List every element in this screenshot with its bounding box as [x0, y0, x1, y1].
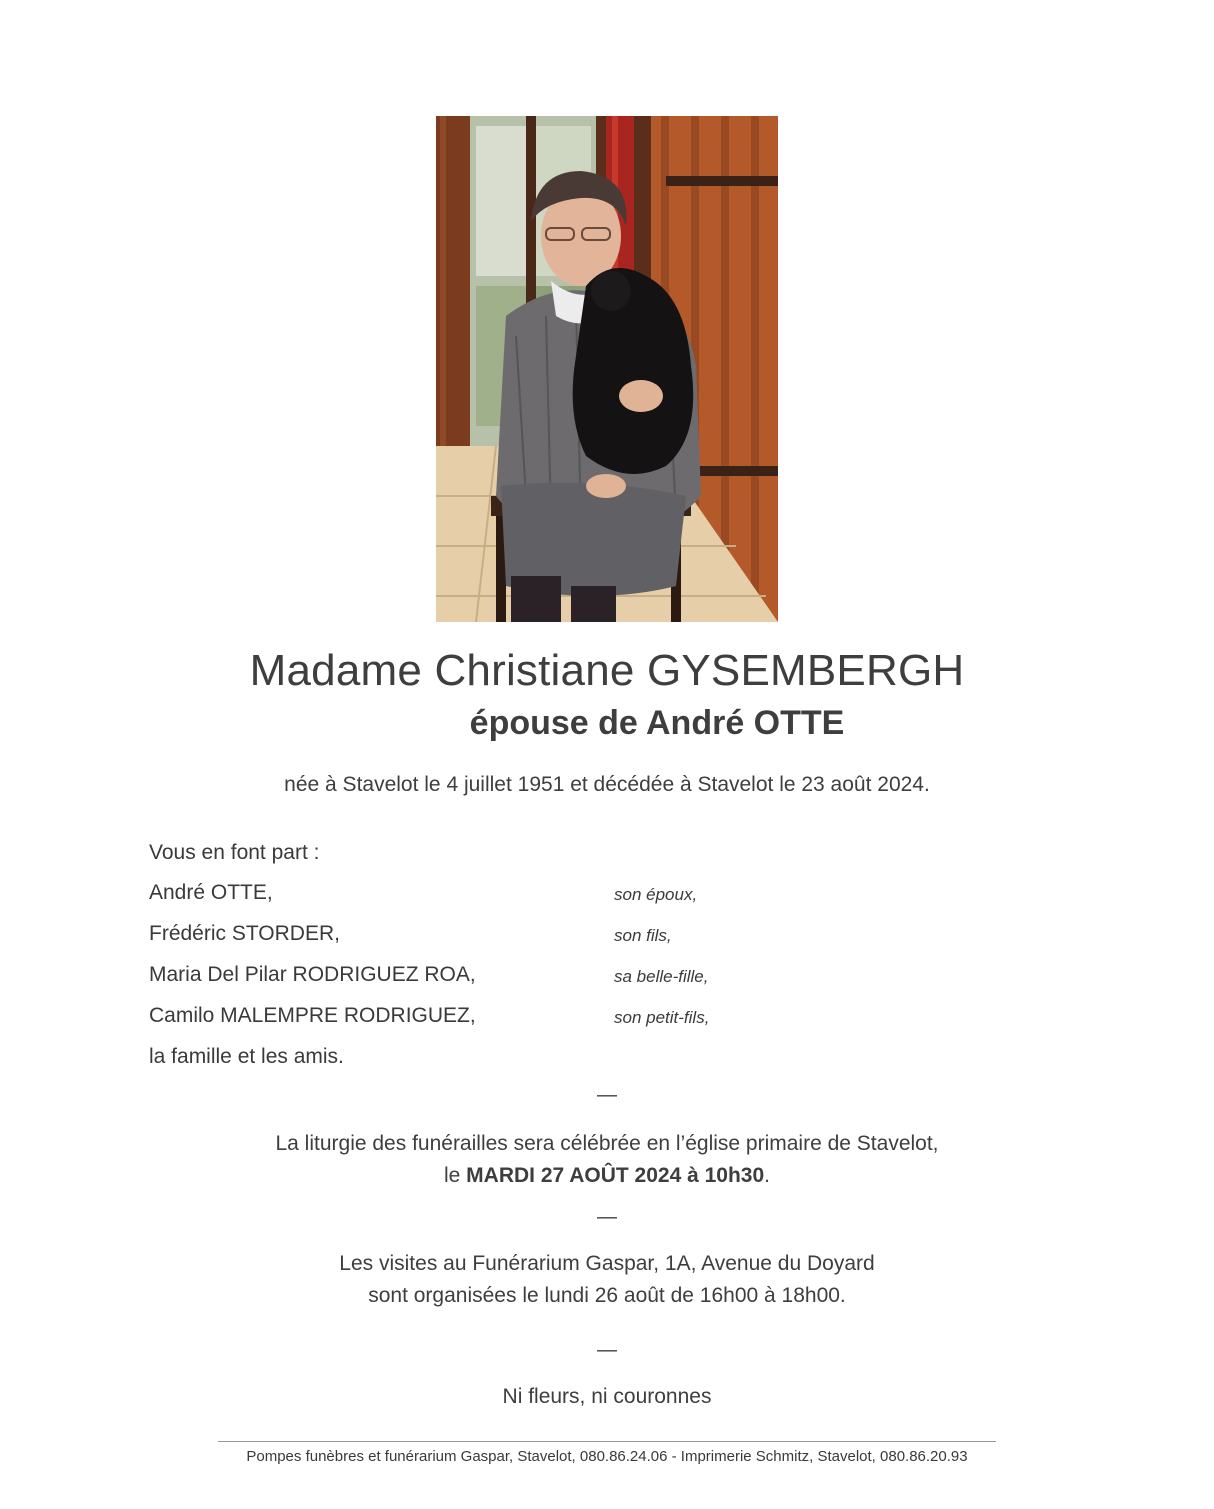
footer-credits: Pompes funèbres et funérarium Gaspar, Stavelot, 080.86.24.06 - Imprimerie Schmitz, Stavelot, 080.86.20.93: [246, 1448, 968, 1465]
portrait-photo: [436, 116, 778, 622]
portrait-illustration: [436, 116, 778, 622]
funeral-date: MARDI 27 AOÛT 2024 à 10h30: [466, 1164, 765, 1187]
funeral-details: [0, 1128, 1214, 1192]
relative-role: sa belle-fille,: [614, 967, 709, 986]
footer-divider: [218, 1441, 996, 1442]
relative-name: Maria Del Pilar RODRIGUEZ ROA,: [149, 963, 476, 986]
funeral-line: La liturgie des funérailles sera célébrée en l’église primaire de Stavelot,: [275, 1132, 939, 1155]
birth-death-dates: née à Stavelot le 4 juillet 1951 et décédée à Stavelot le 23 août 2024.: [284, 773, 930, 796]
separator-dash: —: [597, 1084, 617, 1106]
separator-dash: —: [597, 1339, 617, 1361]
relative-name: Camilo MALEMPRE RODRIGUEZ,: [149, 1004, 476, 1027]
relative-row: [149, 963, 849, 993]
relative-row: [149, 881, 849, 911]
visits-line: sont organisées le lundi 26 août de 16h00 à 18h00.: [368, 1284, 846, 1307]
relative-name: André OTTE,: [149, 881, 273, 904]
announcement-intro: Vous en font part :: [149, 841, 320, 864]
visits-details: [0, 1248, 1214, 1312]
spouse-line: épouse de André OTTE: [469, 704, 845, 742]
relative-row: [149, 922, 849, 952]
relative-role: son époux,: [614, 885, 698, 904]
funeral-date-line: [0, 1160, 1214, 1192]
flowers-note: Ni fleurs, ni couronnes: [502, 1385, 712, 1408]
funeral-date-suffix: .: [764, 1164, 771, 1187]
relative-role: son fils,: [614, 926, 672, 945]
deceased-name: Madame Christiane GYSEMBERGH: [249, 646, 965, 695]
relative-row: [149, 1004, 849, 1034]
funeral-date-prefix: le: [443, 1164, 467, 1187]
separator-dash: —: [597, 1206, 617, 1228]
relative-role: son petit-fils,: [614, 1008, 710, 1027]
visits-line: Les visites au Funérarium Gaspar, 1A, Avenue du Doyard: [339, 1252, 875, 1275]
relative-name: Frédéric STORDER,: [149, 922, 340, 945]
family-and-friends: la famille et les amis.: [149, 1045, 344, 1068]
